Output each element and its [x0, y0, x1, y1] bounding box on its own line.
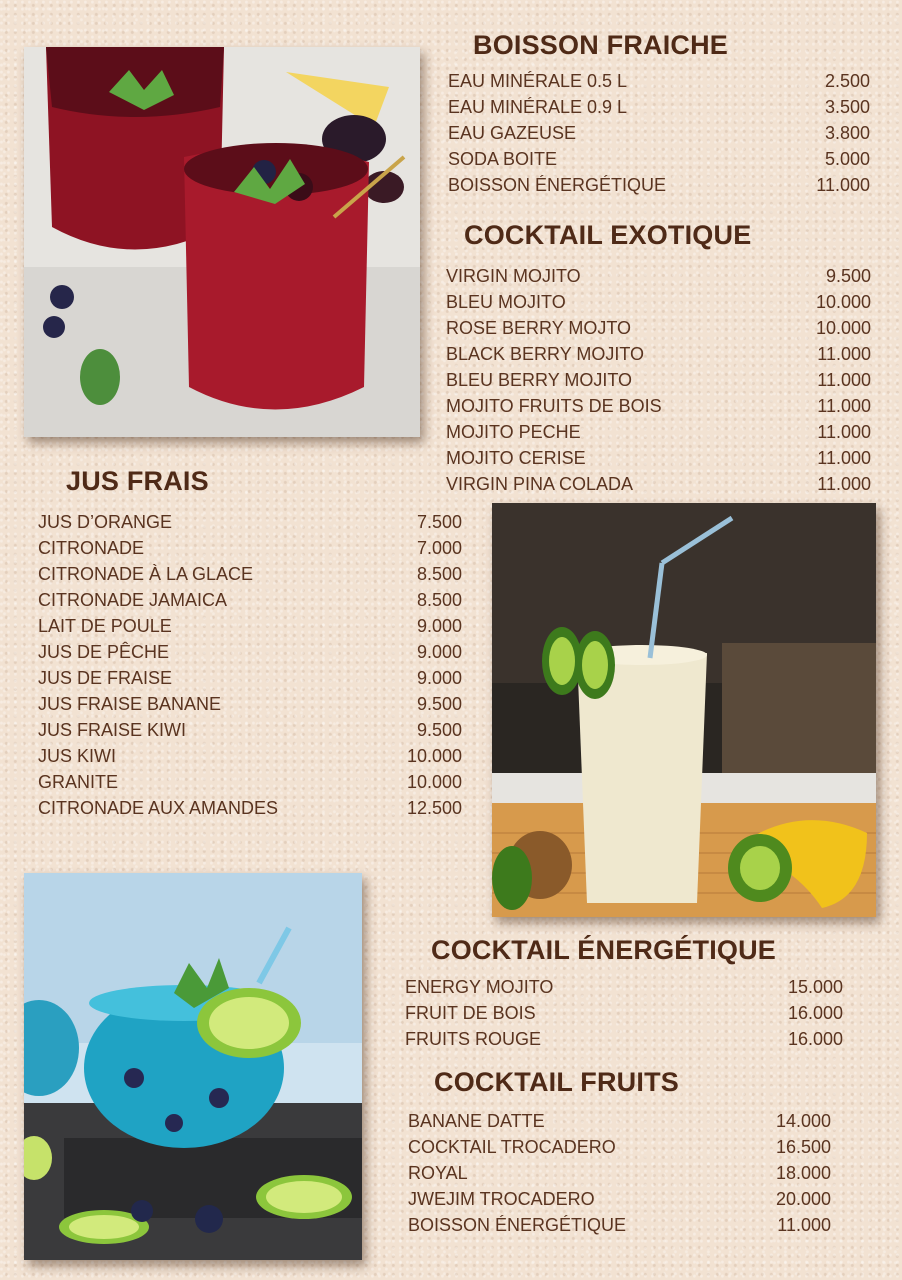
menu-item: CITRONADE À LA GLACE 8.500 [38, 563, 462, 584]
menu-jus-frais [38, 509, 462, 821]
section-title-cocktail-fruits: COCKTAIL FRUITS [434, 1067, 679, 1097]
menu-item: EAU MINÉRALE 0.5 L 2.500 [448, 70, 870, 91]
menu-item: BLACK BERRY MOJITO 11.000 [446, 343, 871, 364]
menu-item: VIRGIN MOJITO 9.500 [446, 265, 871, 286]
section-title-cocktail-exotique: COCKTAIL EXOTIQUE [464, 220, 752, 250]
menu-cocktail-fruits [408, 1108, 831, 1238]
menu-item: FRUIT DE BOIS 16.000 [405, 1002, 843, 1023]
blue-mojito-photo [24, 873, 362, 1260]
menu-item: VIRGIN PINA COLADA 11.000 [446, 473, 871, 494]
menu-item: BLEU MOJITO 10.000 [446, 291, 871, 312]
menu-item: BOISSON ÉNERGÉTIQUE 11.000 [448, 174, 870, 195]
menu-item: ENERGY MOJITO 15.000 [405, 976, 843, 997]
menu-item: FRUITS ROUGE 16.000 [405, 1028, 843, 1049]
menu-item: EAU GAZEUSE 3.800 [448, 122, 870, 143]
menu-item: CITRONADE AUX AMANDES 12.500 [38, 797, 462, 818]
menu-item: MOJITO PECHE 11.000 [446, 421, 871, 442]
kiwi-smoothie-photo [492, 503, 876, 917]
berry-mojito-photo [24, 47, 420, 437]
menu-item: JUS FRAISE BANANE 9.500 [38, 693, 462, 714]
menu-item: SODA BOITE 5.000 [448, 148, 870, 169]
menu-item: JUS FRAISE KIWI 9.500 [38, 719, 462, 740]
menu-item: MOJITO CERISE 11.000 [446, 447, 871, 468]
menu-item: JUS DE PÊCHE 9.000 [38, 641, 462, 662]
menu-item: BLEU BERRY MOJITO 11.000 [446, 369, 871, 390]
menu-item: COCKTAIL TROCADERO 16.500 [408, 1136, 831, 1157]
menu-item: ROSE BERRY MOJTO 10.000 [446, 317, 871, 338]
menu-item: JUS D’ORANGE 7.500 [38, 511, 462, 532]
menu-cocktail-energetique [405, 974, 843, 1052]
menu-cocktail-exotique [446, 263, 871, 497]
menu-item: BANANE DATTE 14.000 [408, 1110, 831, 1131]
section-title-boisson-fraiche: BOISSON FRAICHE [473, 30, 729, 60]
menu-item: JUS DE FRAISE 9.000 [38, 667, 462, 688]
menu-item: LAIT DE POULE 9.000 [38, 615, 462, 636]
section-title-cocktail-energetique: COCKTAIL ÉNERGÉTIQUE [431, 935, 777, 965]
menu-item: CITRONADE JAMAICA 8.500 [38, 589, 462, 610]
menu-item: ROYAL 18.000 [408, 1162, 831, 1183]
menu-boisson-fraiche [448, 68, 870, 198]
menu-item: CITRONADE 7.000 [38, 537, 462, 558]
section-title-jus-frais: JUS FRAIS [66, 466, 209, 496]
menu-item: JUS KIWI 10.000 [38, 745, 462, 766]
menu-item: MOJITO FRUITS DE BOIS 11.000 [446, 395, 871, 416]
menu-item: EAU MINÉRALE 0.9 L 3.500 [448, 96, 870, 117]
menu-item: JWEJIM TROCADERO 20.000 [408, 1188, 831, 1209]
menu-item: BOISSON ÉNERGÉTIQUE 11.000 [408, 1214, 831, 1235]
menu-item: GRANITE 10.000 [38, 771, 462, 792]
